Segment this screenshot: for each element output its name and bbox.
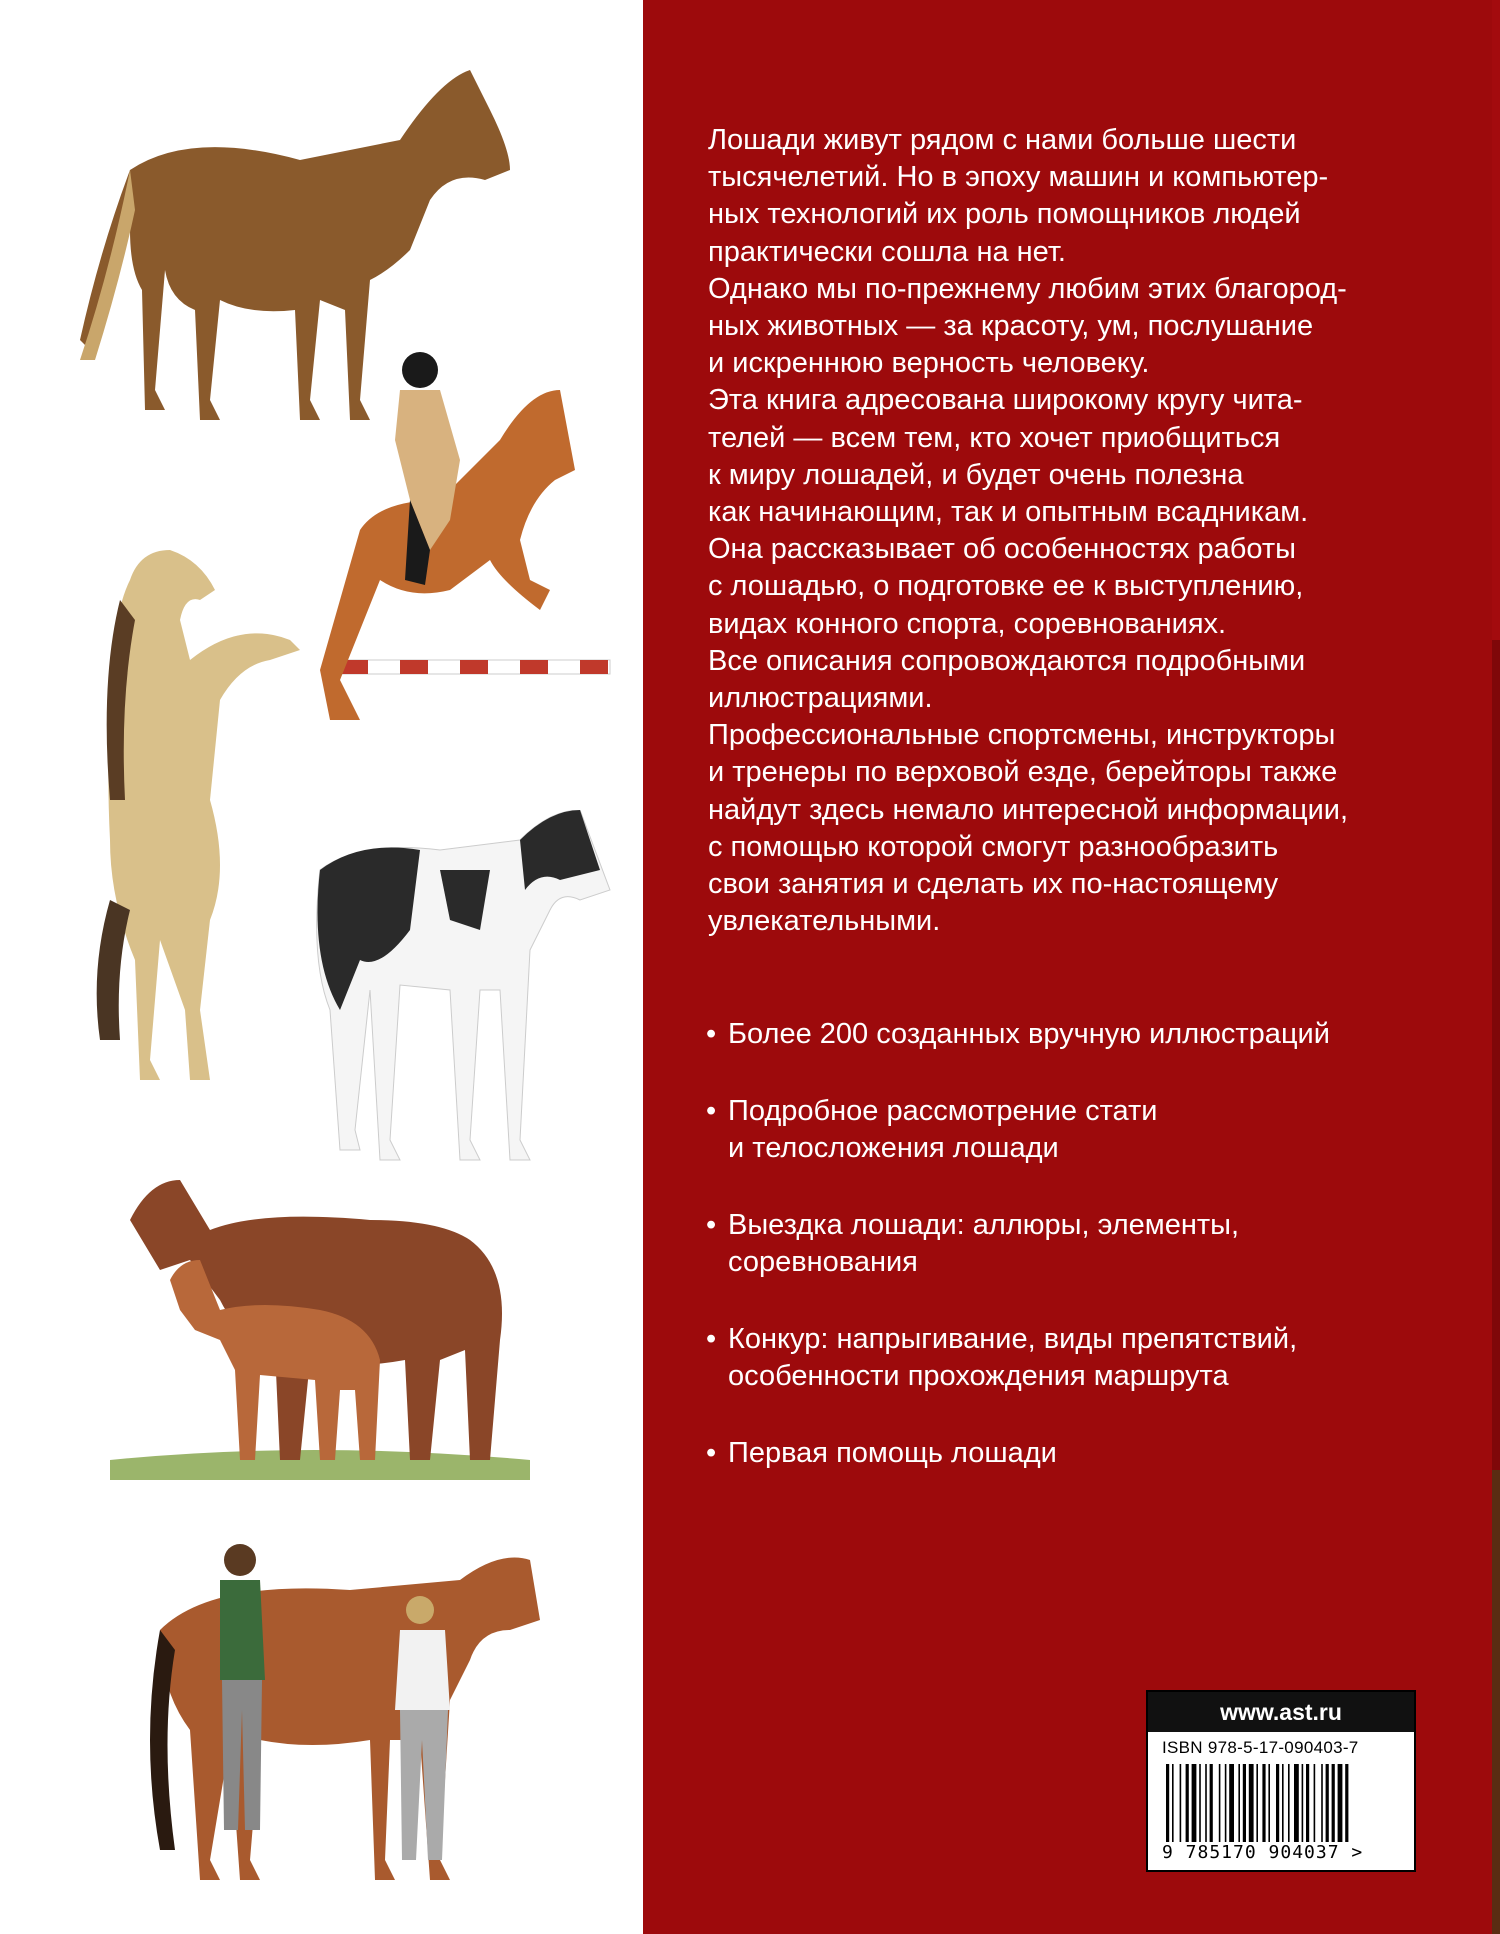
description-line: как начинающим, так и опытным всадникам. bbox=[708, 496, 1309, 529]
description-line: телей — всем тем, кто хочет приобщиться bbox=[708, 421, 1281, 454]
book-description bbox=[708, 122, 1468, 940]
barcode-bar bbox=[1314, 1764, 1316, 1842]
pinto-horse-illustration bbox=[300, 810, 620, 1190]
description-line: с помощью которой смогут разнообразить bbox=[708, 830, 1279, 863]
barcode-bar bbox=[1345, 1764, 1348, 1842]
barcode-bar bbox=[1249, 1764, 1254, 1842]
barcode-bar bbox=[1166, 1764, 1169, 1842]
description-line: тысячелетий. Но в эпоху машин и компьютер- bbox=[708, 161, 1329, 194]
description-line: найдут здесь немало интересной информации, bbox=[708, 793, 1349, 826]
rearing-horse-illustration bbox=[90, 540, 320, 1100]
barcode-bar bbox=[1302, 1764, 1304, 1842]
description-line: ных технологий их роль помощников людей bbox=[708, 198, 1301, 231]
barcode-bar bbox=[1326, 1764, 1329, 1842]
spine-edge-bottom bbox=[1492, 1470, 1500, 1934]
barcode-bar bbox=[1180, 1764, 1182, 1842]
description-line: с лошадью, о подготовке ее к выступлению, bbox=[708, 570, 1304, 603]
publisher-website: www.ast.ru bbox=[1148, 1692, 1414, 1732]
grooming-horse-illustration bbox=[150, 1540, 550, 1930]
description-line: иллюстрациями. bbox=[708, 682, 933, 715]
spine-edge-top bbox=[1492, 0, 1500, 640]
barcode-bar bbox=[1205, 1764, 1207, 1842]
barcode-bar bbox=[1294, 1764, 1299, 1842]
description-line: практически сошла на нет. bbox=[708, 235, 1066, 268]
feature-item bbox=[706, 1093, 1466, 1167]
description-line: Лошади живут рядом с нами больше шести bbox=[708, 124, 1297, 156]
barcode-bar bbox=[1210, 1764, 1213, 1842]
barcode-bar bbox=[1306, 1764, 1309, 1842]
feature-line: соревнования bbox=[728, 1246, 918, 1278]
illustrations-panel bbox=[0, 0, 643, 1934]
barcode-bar bbox=[1199, 1764, 1201, 1842]
description-line: Она рассказывает об особенностях работы bbox=[708, 533, 1296, 566]
feature-line: • Первая помощь лошади bbox=[728, 1437, 1057, 1469]
barcode-bar bbox=[1321, 1764, 1323, 1842]
barcode-graphic bbox=[1166, 1764, 1392, 1842]
isbn-barcode-box bbox=[1146, 1690, 1416, 1872]
barcode-bar bbox=[1338, 1764, 1343, 1842]
description-line: и искреннюю верность человеку. bbox=[708, 347, 1150, 380]
barcode-bar bbox=[1186, 1764, 1189, 1842]
spine-edge-middle bbox=[1492, 640, 1500, 1470]
feature-item bbox=[706, 1207, 1466, 1281]
barcode-bar bbox=[1268, 1764, 1270, 1842]
barcode-bar bbox=[1229, 1764, 1234, 1842]
barcode-bar bbox=[1219, 1764, 1221, 1842]
feature-line: особенности прохождения маршрута bbox=[728, 1360, 1229, 1392]
description-line: видах конного спорта, соревнованиях. bbox=[708, 607, 1227, 640]
description-line: ных животных — за красоту, ум, послушание bbox=[708, 310, 1314, 343]
description-line: и тренеры по верховой езде, берейторы также bbox=[708, 756, 1338, 789]
barcode-bar bbox=[1238, 1764, 1240, 1842]
description-line: свои занятия и сделать их по-настоящему bbox=[708, 868, 1279, 901]
feature-item bbox=[706, 1321, 1466, 1395]
feature-line: • Более 200 созданных вручную иллюстраций bbox=[728, 1018, 1330, 1050]
barcode-bar bbox=[1192, 1764, 1197, 1842]
feature-item bbox=[706, 1016, 1466, 1053]
feature-line: • Подробное рассмотрение стати bbox=[728, 1095, 1158, 1127]
description-line: Профессиональные спортсмены, инструкторы bbox=[708, 719, 1336, 752]
barcode-bar bbox=[1256, 1764, 1258, 1842]
barcode-bar bbox=[1243, 1764, 1246, 1842]
isbn-number: ISBN 978-5-17-090403-7 bbox=[1162, 1738, 1359, 1757]
barcode-bar bbox=[1282, 1764, 1284, 1842]
barcode-bar bbox=[1332, 1764, 1335, 1842]
feature-line: и телосложения лошади bbox=[728, 1132, 1059, 1164]
mare-and-foal-illustration bbox=[110, 1160, 530, 1490]
barcode-bar bbox=[1172, 1764, 1174, 1842]
description-line: Эта книга адресована широкому кругу чита- bbox=[708, 384, 1303, 417]
description-line: Однако мы по-прежнему любим этих благород- bbox=[708, 272, 1347, 305]
barcode-bar bbox=[1262, 1764, 1265, 1842]
feature-list bbox=[706, 1016, 1466, 1512]
show-jumping-horse-illustration bbox=[300, 350, 620, 750]
feature-line: • Выездка лошади: аллюры, элементы, bbox=[728, 1209, 1240, 1241]
feature-line: • Конкур: напрыгивание, виды препятствий, bbox=[728, 1323, 1298, 1355]
barcode-digits: 9 785170 904037 > bbox=[1162, 1842, 1364, 1863]
description-line: к миру лошадей, и будет очень полезна bbox=[708, 458, 1244, 491]
barcode-bar bbox=[1288, 1764, 1290, 1842]
description-line: Все описания сопровождаются подробными bbox=[708, 644, 1306, 677]
barcode-bar bbox=[1276, 1764, 1279, 1842]
barcode-bar bbox=[1225, 1764, 1227, 1842]
description-line: увлекательными. bbox=[708, 905, 941, 938]
feature-item bbox=[706, 1435, 1466, 1472]
